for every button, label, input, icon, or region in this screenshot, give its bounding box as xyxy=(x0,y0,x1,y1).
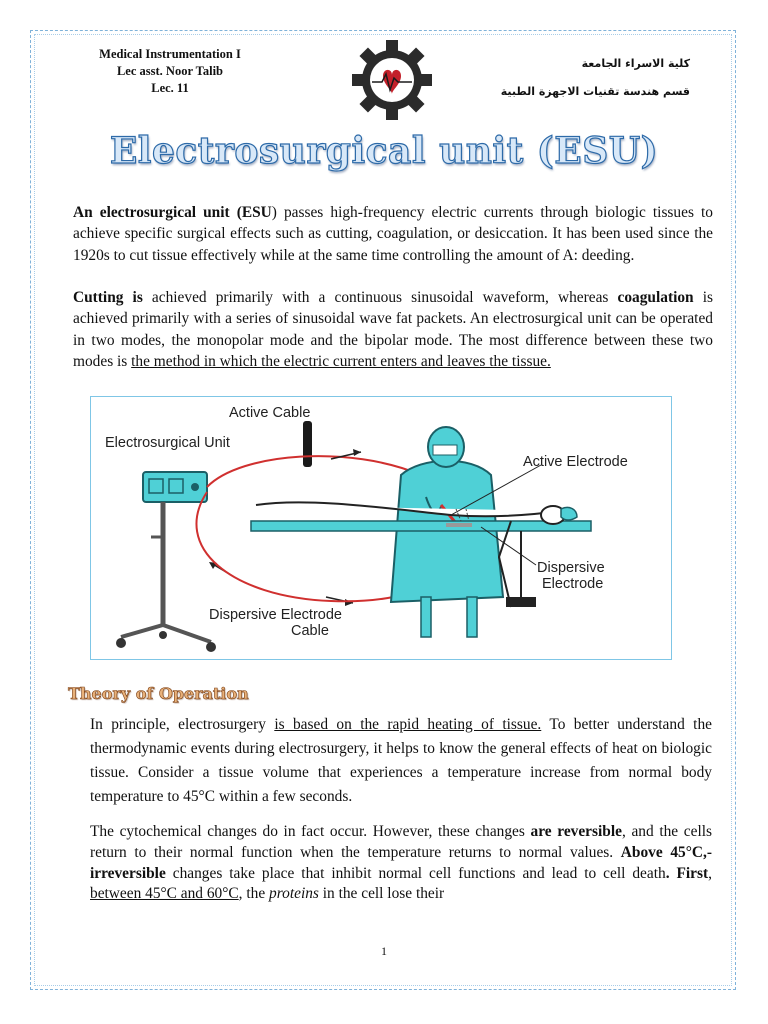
modes-underlined: the method in which the electric current enters and leaves the tissue. xyxy=(131,352,551,370)
reversible-term: are reversible xyxy=(530,823,622,840)
theory-p2-f: , xyxy=(708,864,712,882)
first-term: . First xyxy=(665,864,709,882)
irreversible-term: Above 45°C,-irreversible xyxy=(90,843,712,882)
theory-p2-h: in the cell lose their xyxy=(318,885,445,903)
label-active-electrode: Active Electrode xyxy=(523,454,628,470)
label-esu: Electrosurgical Unit xyxy=(105,435,230,451)
label-dispersive-1: Dispersive xyxy=(537,560,605,576)
intro-text: ) passes high-frequency electric currents through biologic tissues to achieve specific surgical effects such as cutting, coagulation, or desiccation. It has been used since the 1920s to cut tissue effectively while at the same time controlling the amount of A: deeding. xyxy=(73,204,713,264)
label-disp-cable-2: Cable xyxy=(291,623,329,639)
cutting-term: Cutting is xyxy=(73,289,143,306)
modes-paragraph xyxy=(73,287,713,372)
theory-p1-underlined: is based on the rapid heating of tissue. xyxy=(274,716,542,733)
coagulation-term: coagulation xyxy=(617,289,694,306)
theory-p2-c: , and the cells return to their normal function when the temperature returns to normal values. xyxy=(90,823,712,861)
modes-text-1: achieved primarily with a continuous sinusoidal waveform, whereas xyxy=(142,289,618,306)
esu-diagram xyxy=(90,396,672,660)
page-number: 1 xyxy=(381,944,387,958)
theory-paragraph-2 xyxy=(90,822,712,905)
lecturer-name: Lec asst. Noor Talib xyxy=(116,64,224,78)
proteins-term: proteins xyxy=(269,885,319,903)
header-arabic xyxy=(470,50,690,106)
surgeon-icon xyxy=(391,427,503,637)
label-disp-cable-1: Dispersive Electrode xyxy=(209,607,342,623)
course-name: Medical Instrumentation I xyxy=(99,47,241,61)
theory-paragraph-1 xyxy=(90,713,712,809)
page-title: Electrosurgical unit (ESU) xyxy=(109,130,659,172)
department-logo-icon xyxy=(352,40,432,120)
theory-p1-a: In principle, electrosurgery xyxy=(90,716,275,733)
college-name-arabic: كلية الاسراء الجامعة xyxy=(581,57,690,70)
label-dispersive-2: Electrode xyxy=(542,576,604,592)
intro-paragraph xyxy=(73,202,713,266)
theory-p2-d: changes take place that inhibit normal cell functions and lead to cell death xyxy=(165,864,666,882)
intro-abbr: ESU xyxy=(241,204,272,221)
lecture-number: Lec. 11 xyxy=(151,81,189,95)
label-active-cable: Active Cable xyxy=(229,405,311,421)
theory-p2-g: , the xyxy=(238,885,270,903)
temperature-range: between 45°C and 60°C xyxy=(90,885,239,903)
active-cable-icon xyxy=(303,421,312,467)
theory-p2-a: The cytochemical changes do in fact occur. However, these changes xyxy=(90,823,531,840)
theory-heading: Theory of Operation xyxy=(68,684,249,703)
esu-device-icon xyxy=(116,472,216,652)
header-course-info xyxy=(70,46,270,97)
theory-p1-b: To better understand the thermodynamic events during electrosurgery, it helps to know the general effects of heat on biologic tissue. Consider a tissue volume that experiences a temperature increase from normal body temperature to 45°C within a few seconds. xyxy=(90,716,712,805)
intro-lead: An electrosurgical unit ( xyxy=(73,204,242,221)
department-name-arabic: قسم هندسة تقنيات الاجهزة الطبية xyxy=(500,85,690,98)
modes-text-2: is achieved primarily with a series of sinusoidal wave fat packets. An electrosurgical unit can be operated in two modes, the monopolar mode and the bipolar mode. The most difference between these two modes is xyxy=(73,289,713,370)
